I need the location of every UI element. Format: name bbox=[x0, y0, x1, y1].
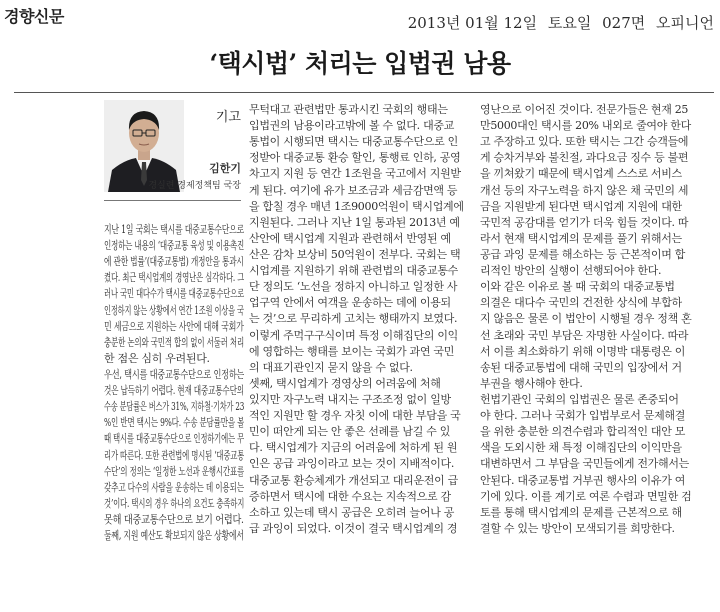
article-text-line: 게 승차거부와 불친절, 과다요금 징수 등 불편 bbox=[480, 151, 689, 165]
article-text-line: 이렇게 주먹구구식이며 특정 이해집단의 이익 bbox=[249, 328, 458, 342]
article-text-line: 셋째, 택시업계가 경영상의 어려움에 처해 bbox=[249, 376, 441, 390]
article-text-line: 토를 통해 택시업계의 문제를 근본적으로 해 bbox=[480, 505, 682, 519]
article-text-line: 우선, 택시를 대중교통수단으로 인정하는 bbox=[104, 367, 244, 381]
article-text-line: 급 과잉이 되었다. 이것이 결국 택시업계의 경 bbox=[249, 521, 458, 535]
article-text-line: 업구역 안에서 여객을 운송하는 데에 이용되 bbox=[249, 296, 451, 310]
article-text-line: 게 된다. 여기에 유가 보조금과 세금감면액 등 bbox=[249, 183, 458, 197]
author-title: 경실련 경제정책팀 국장 bbox=[148, 181, 241, 191]
article-text-line: 시업계를 지원하기 위해 관련법의 대중교통수 bbox=[249, 264, 458, 278]
article-text-line: 금을 지원받게 된다면 택시업계 지원에 대한 bbox=[480, 199, 682, 213]
article-text-line: 것’이다. 택시의 경우 하나의 요건도 충족하지 bbox=[104, 496, 244, 510]
article-text-line: 영난으로 이어진 것이다. 전문가들은 현재 25 bbox=[480, 103, 689, 116]
section-name: 오피니언 bbox=[656, 14, 714, 32]
article-text-line: 는 것’으로 무리하게 고치는 행태까지 보였다. bbox=[249, 312, 458, 326]
article-text-line: 부권을 행사해야 한다. bbox=[480, 376, 583, 390]
article-text-line: 못해 대중교통수단으로 보기 어렵다. bbox=[104, 512, 244, 526]
article-text-line: 의결은 대다수 국민의 건전한 상식에 부합하 bbox=[480, 296, 682, 310]
article-text-line: 둘째, 지원 예산도 확보되지 않은 상황에서 bbox=[104, 529, 244, 543]
article-text-line: 의 대표기관인지 묻지 않을 수 없다. bbox=[249, 360, 413, 374]
article-text-line: 있지만 자구노력 내지는 구조조정 없이 일방 bbox=[249, 392, 451, 406]
article-text-line: 이와 같은 이유로 볼 때 국회의 대중교통법 bbox=[480, 280, 675, 294]
article-text-line: 지난 1일 국회는 택시를 대중교통수단으로 bbox=[104, 223, 244, 236]
article-column-2 bbox=[249, 102, 471, 612]
article-text-line: 대중교통 환승체계가 개선되고 대리운전이 급 bbox=[249, 473, 458, 487]
article-text-line: 산안에 택시업계 지원과 관련해서 반영된 예 bbox=[249, 231, 451, 245]
article-text-line: 것은 납득하기 어렵다. 현재 대중교통수단의 bbox=[104, 384, 244, 398]
article-text-line: 지 않음은 물론 이 법안이 시행될 경우 정책 혼 bbox=[480, 312, 692, 326]
issue-date: 2013년 01월 12일 bbox=[407, 14, 538, 32]
article-text-line: 대변하면서 그 부담을 국민들에게 전가해서는 bbox=[480, 457, 689, 471]
article-text-line: 결할 수 있는 방안이 모색되기를 희망한다. bbox=[480, 521, 675, 535]
article-text-line: 무턱대고 관련법만 통과시킨 국회의 행태는 bbox=[249, 103, 448, 116]
article-column-1 bbox=[104, 222, 244, 610]
article-text-line: 라서 현재 택시업계의 문제를 풀기 위해서는 bbox=[480, 231, 682, 245]
issue-weekday: 토요일 bbox=[547, 14, 592, 32]
article-text-line: 충분한 논의와 국민적 합의 없이 서둘러 처리 bbox=[104, 335, 244, 349]
article-text-line: 을 위한 충분한 의견수렴과 합리적인 대안 모 bbox=[480, 425, 686, 439]
article-text-line: 국민적 공감대를 얻기가 더욱 힘들 것이다. 따 bbox=[480, 215, 689, 229]
article-text-line: 민 세금으로 지원하는 사안에 대해 국회가 bbox=[104, 319, 244, 333]
article-text-line: 인정하지 않는 상황에서 연간 1조원 이상을 국 bbox=[104, 303, 244, 317]
article-text-line: 선 초래와 국민 부담은 자명한 사실이다. 따라 bbox=[480, 328, 689, 342]
article-text-line: 민이 떠안게 되는 안 좋은 선례를 남길 수 있 bbox=[249, 425, 451, 439]
article-text-line: 갖추고 다수의 사람을 운송하는 데 이용되는 bbox=[104, 480, 244, 494]
article-text-line: 개선 등의 자구노력을 하지 않은 채 국민의 세 bbox=[480, 183, 689, 197]
article-headline: ‘택시법’ 처리는 입법권 남용 bbox=[209, 49, 511, 78]
article-text-line: 적인 지원만 할 경우 자칫 이에 대한 부담을 국 bbox=[249, 409, 461, 423]
article-text-line: 수송 분담률은 버스가 31%, 지하철·기차가 23 bbox=[104, 400, 244, 414]
header-divider bbox=[14, 92, 714, 93]
article-text-line: 입법권의 남용이라고밖에 볼 수 없다. 대중교 bbox=[249, 119, 455, 133]
article-text-line: 한 점은 심히 우려된다. bbox=[104, 351, 210, 365]
byline-divider bbox=[104, 200, 241, 201]
article-text-line: 러나 국민 대다수가 택시를 대중교통수단으로 bbox=[104, 287, 244, 301]
article-text-line: 에 관한 법률’(대중교통법) 개정안을 통과시 bbox=[104, 255, 244, 269]
article-text-line: 고 주장하고 있다. 또한 택시는 그간 승객들에 bbox=[480, 135, 689, 149]
article-text-line: 을 합칠 경우 매년 1조9000억원이 택시업계에 bbox=[249, 199, 464, 213]
article-text-line: 헌법기관인 국회의 입법권은 물론 존중되어 bbox=[480, 392, 679, 406]
newspaper-masthead: 경향신문 bbox=[4, 7, 64, 26]
article-text-line: 다. 택시업계가 지금의 어려움에 처하게 된 원 bbox=[249, 441, 458, 455]
article-text-line: 리적인 방안의 실행이 선행되어야 한다. bbox=[480, 264, 662, 278]
article-text-line: 인정하는 내용의 ‘대중교통 육성 및 이용촉진 bbox=[104, 239, 244, 253]
author-name: 김한기 bbox=[209, 162, 241, 175]
article-text-line: 지원된다. 그러나 지난 1일 통과된 2013년 예 bbox=[249, 215, 460, 229]
article-text-line: 공급 과잉 문제를 해소하는 등 근본적이며 합 bbox=[480, 247, 686, 261]
article-text-line: 송된 대중교통법에 대해 국민의 입장에서 거 bbox=[480, 360, 682, 374]
article-text-line: 서 이를 최소화하기 위해 이명박 대통령은 이 bbox=[480, 344, 686, 358]
article-text-line: 산은 감차 보상비 50억원이 전부다. 국회는 택 bbox=[249, 247, 461, 261]
article-text-line: 때 택시를 대중교통수단으로 인정하기에는 무 bbox=[104, 432, 244, 446]
page-number: 027면 bbox=[602, 14, 646, 32]
article-text-line: 색을 도외시한 채 특정 이해집단의 이익만을 bbox=[480, 441, 682, 455]
article-text-line: 단 정의도 ‘노선을 정하지 아니하고 일정한 사 bbox=[249, 280, 458, 294]
article-text-line: 리가 따른다. 또한 관련법에 명시된 ‘대중교통 bbox=[104, 448, 244, 462]
article-text-line: 켰다. 최근 택시업계의 경영난은 심각하다. 그 bbox=[104, 271, 244, 285]
article-text-line: 통법이 시행되면 택시는 대중교통수단으로 인 bbox=[249, 135, 458, 149]
article-column-3 bbox=[480, 102, 716, 612]
article-text-line: 인은 공급 과잉이라고 보는 것이 지배적이다. bbox=[249, 457, 455, 471]
contribution-type-label: 기고 bbox=[215, 110, 241, 125]
article-text-line: 소하고 있는데 택시 공급은 오히려 늘어나 공 bbox=[249, 505, 455, 519]
article-text-line: 에 영합하는 행태를 보이는 국회가 과연 국민 bbox=[249, 344, 455, 358]
article-text-line: 기에 있다. 이를 계기로 여론 수렴과 면밀한 검 bbox=[480, 489, 692, 503]
article-text-line: 증하면서 택시에 대한 수요는 지속적으로 감 bbox=[249, 489, 451, 503]
article-text-line: 야 한다. 그러나 국회가 입법부로서 문제해결 bbox=[480, 409, 686, 423]
article-text-line: 정받아 대중교통 환승 할인, 통행료 인하, 공영 bbox=[249, 151, 461, 165]
article-text-line: 수단’의 정의는 ‘일정한 노선과 운행시간표를 bbox=[104, 464, 244, 478]
article-text-line: %인 반면 택시는 9%다. 수송 분담률만을 볼 bbox=[104, 416, 244, 430]
article-text-line: 만5000대인 택시를 20% 내외로 줄여야 한다 bbox=[480, 119, 691, 133]
article-text-line: 을 끼쳐왔기 때문에 택시업계 스스로 서비스 bbox=[480, 167, 682, 181]
article-text-line: 차고지 지원 등 연간 1조원을 국고에서 지원받 bbox=[249, 167, 461, 181]
article-text-line: 안된다. 대중교통법 거부권 행사의 이유가 여 bbox=[480, 473, 686, 487]
dateline bbox=[402, 12, 714, 33]
